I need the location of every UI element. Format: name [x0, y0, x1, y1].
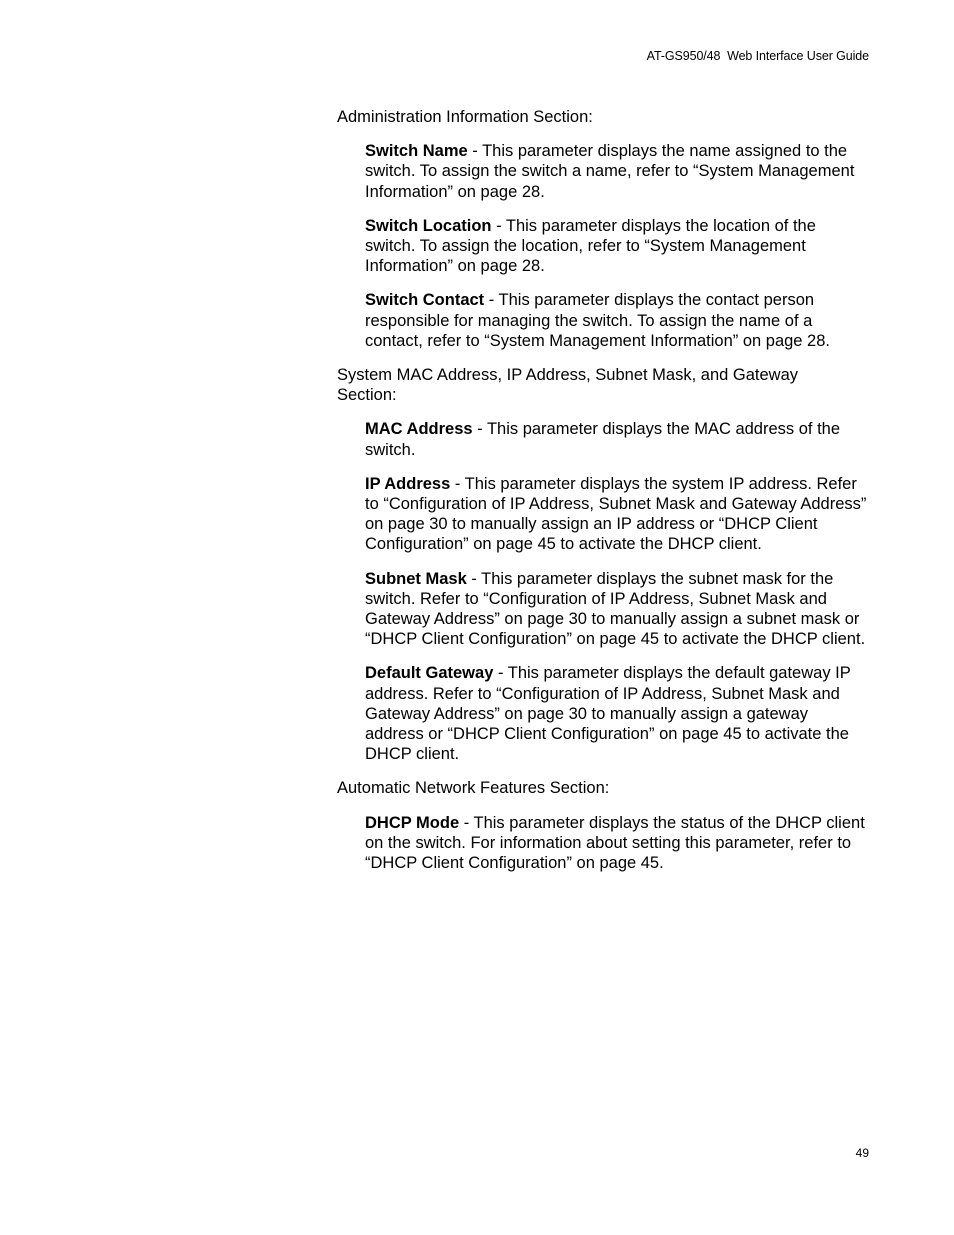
param-term: IP Address: [365, 474, 451, 493]
param-switch-location: [365, 216, 870, 277]
param-switch-contact: [365, 290, 870, 351]
running-header: AT-GS950/48 Web Interface User Guide: [646, 49, 869, 63]
section-heading-automatic-network: Automatic Network Features Section:: [337, 779, 610, 798]
param-term: Switch Location: [365, 216, 492, 235]
param-description: - This parameter displays the location of the switch. To assign the location, refer to “System Management Information” on page 28.: [365, 216, 816, 276]
param-description: - This parameter displays the name assigned to the switch. To assign the switch a name, refer to “System Management Information” on page 28.: [365, 142, 855, 201]
param-default-gateway: [365, 663, 870, 764]
param-subnet-mask: [365, 569, 870, 650]
param-term: Default Gateway: [365, 664, 494, 683]
param-term: Switch Contact: [365, 291, 485, 310]
param-description: - This parameter displays the MAC address of the switch.: [365, 420, 841, 459]
param-term: MAC Address: [365, 420, 473, 439]
param-ip-address: [365, 474, 870, 555]
section-heading-system-mac: System MAC Address, IP Address, Subnet Mask, and Gateway Section:: [337, 366, 798, 405]
param-description: - This parameter displays the system IP address. Refer to “Configuration of IP Address, Subnet Mask and Gateway Address” on page 30 to manually assign an IP address or “DHCP Client Configuration” on page 45 to activate the DHCP client.: [365, 474, 867, 554]
param-dhcp-mode: [365, 813, 870, 874]
param-term: DHCP Mode: [365, 813, 460, 832]
param-mac-address: [365, 419, 870, 459]
section-heading-administration: Administration Information Section:: [337, 108, 593, 126]
page-number: 49: [855, 1146, 869, 1160]
param-description: - This parameter displays the status of the DHCP client on the switch. For information about setting this parameter, refer to “DHCP Client Configuration” on page 45.: [365, 813, 865, 873]
param-description: - This parameter displays the contact person responsible for managing the switch. To assign the name of a contact, refer to “System Management Information” on page 28.: [365, 291, 830, 350]
param-switch-name: [365, 141, 870, 202]
param-term: Switch Name: [365, 142, 468, 161]
param-term: Subnet Mask: [365, 569, 467, 588]
param-description: - This parameter displays the subnet mask for the switch. Refer to “Configuration of IP Address, Subnet Mask and Gateway Address” on page 30 to manually assign a subnet mask or “DHCP Client Configuration” on page 45 to activate the DHCP client.: [365, 569, 866, 649]
document-body: [337, 107, 873, 887]
param-description: - This parameter displays the default gateway IP address. Refer to “Configuration of IP Address, Subnet Mask and Gateway Address” on page 30 to manually assign a gateway address or “DHCP Client Configuration” on page 45 to activate the DHCP client.: [365, 664, 851, 764]
